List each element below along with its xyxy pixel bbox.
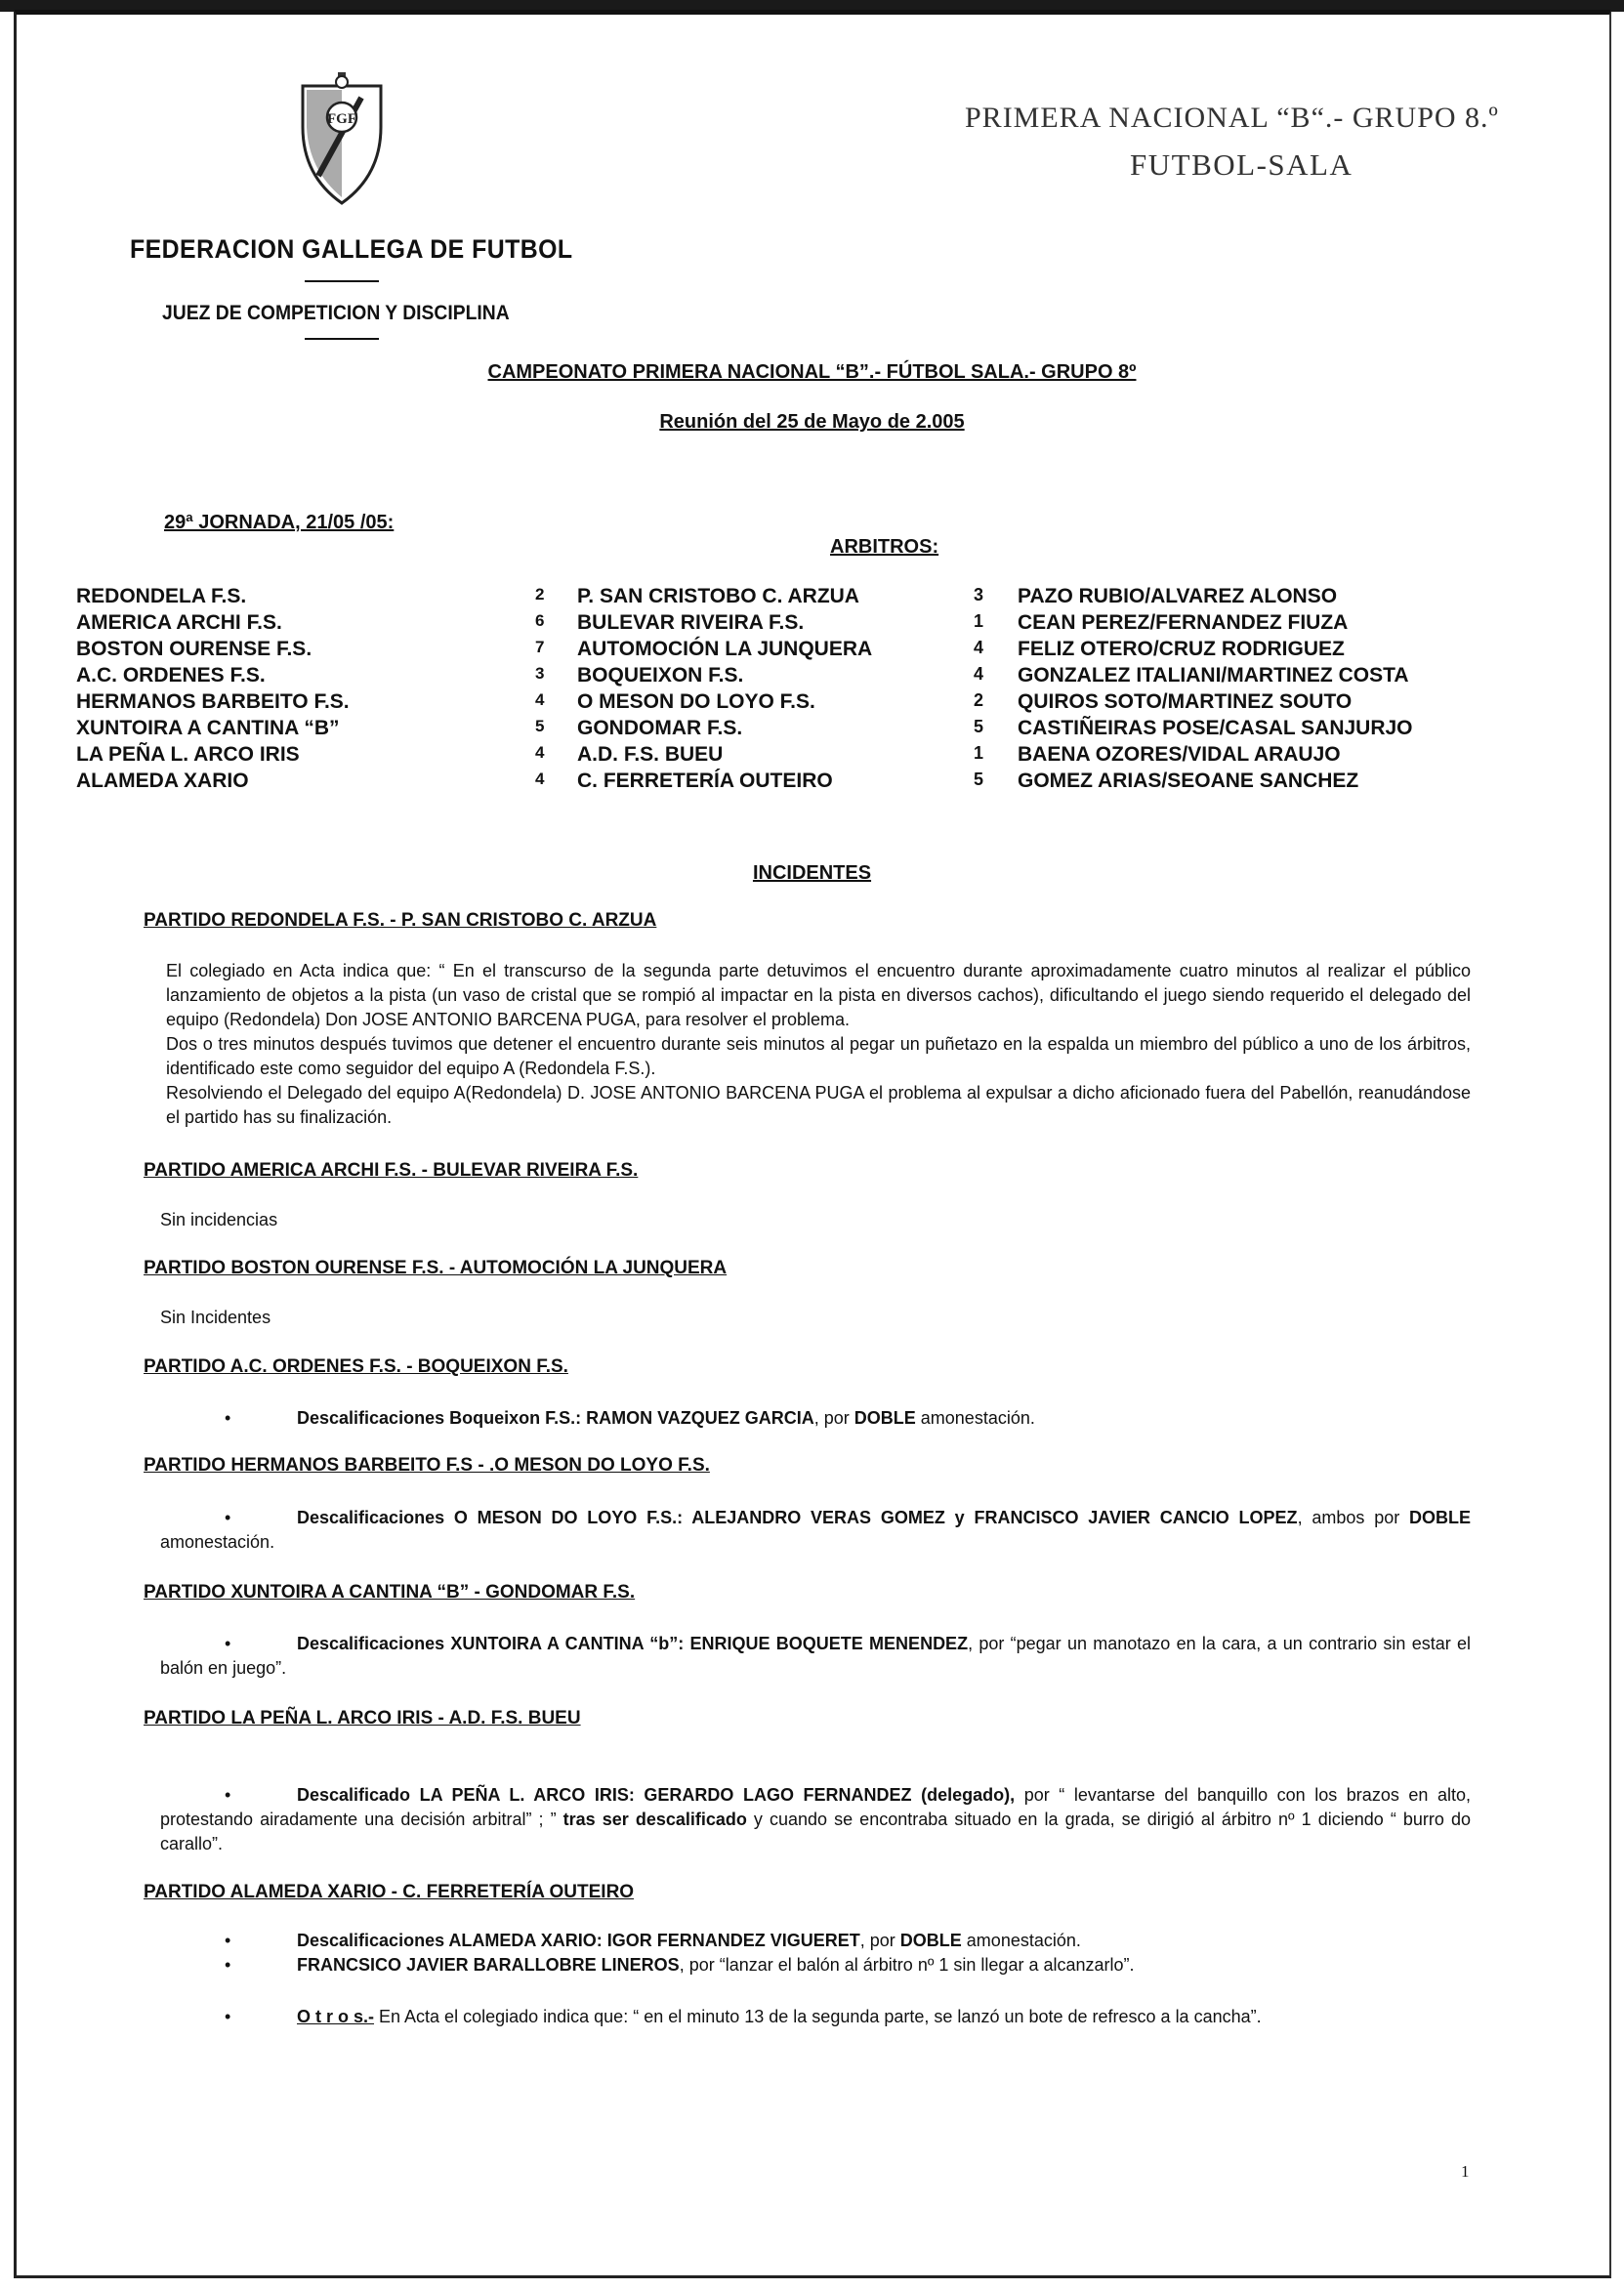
away-team: GONDOMAR F.S. (577, 717, 743, 739)
juez-subtitle: JUEZ DE COMPETICION Y DISCIPLINA (162, 302, 510, 324)
away-goals: 2 (974, 690, 984, 710)
away-team: AUTOMOCIÓN LA JUNQUERA (577, 638, 873, 660)
home-team: A.C. ORDENES F.S. (76, 664, 266, 687)
result-row (0, 585, 1624, 611)
paragraph: El colegiado en Acta indica que: “ En el transcurso de la segunda parte detuvimos el encuentro durante aproximadamente cuatro minutos al realizar el público lanzamiento de objetos a la pista (un vaso de cristal que se rompió al impactar en la pista en diversos cachos), dificultando el juego siendo requerido el delegado del equipo (Redondela) Don JOSE ANTONIO BARCENA PUGA, para resolver el problema. (166, 961, 1471, 1029)
header-right-line2: FUTBOL-SALA (1130, 147, 1353, 182)
jornada-heading: 29ª JORNADA, 21/05 /05: (164, 512, 395, 533)
referees: FELIZ OTERO/CRUZ RODRIGUEZ (1018, 638, 1345, 660)
bullet-icon: • (225, 1408, 231, 1428)
home-goals: 3 (535, 664, 545, 683)
bullet-text: Descalificaciones Boqueixon F.S.: RAMON VAZQUEZ GARCIA, por DOBLE amonestación. (297, 1408, 1035, 1428)
bullet-text: FRANCSICO JAVIER BARALLOBRE LINEROS, por “lanzar el balón al árbitro nº 1 sin llegar a alcanzarlo”. (297, 1955, 1135, 1975)
referees: PAZO RUBIO/ALVAREZ ALONSO (1018, 585, 1338, 607)
meeting-date: Reunión del 25 de Mayo de 2.005 (659, 411, 965, 433)
bullet-icon: • (225, 1634, 231, 1653)
home-goals: 5 (535, 717, 545, 735)
bullet-text: Descalificaciones O MESON DO LOYO F.S.: ALEJANDRO VERAS GOMEZ y FRANCISCO JAVIER CANCIO LOPEZ, ambos por DOBLE amonestación. (160, 1508, 1472, 1552)
section-title-boston: PARTIDO BOSTON OURENSE F.S. - AUTOMOCIÓN LA JUNQUERA (144, 1258, 728, 1278)
section-title-america: PARTIDO AMERICA ARCHI F.S. - BULEVAR RIVEIRA F.S. (144, 1160, 639, 1181)
arbitros-heading: ARBITROS: (830, 536, 939, 558)
away-goals: 4 (974, 664, 984, 684)
page-number: 1 (1461, 2162, 1470, 2181)
away-goals: 4 (974, 638, 984, 657)
incident-text (166, 959, 1471, 1130)
bullet-item (160, 2005, 1471, 2029)
referees: GOMEZ ARIAS/SEOANE SANCHEZ (1018, 770, 1359, 792)
bullet-item (160, 1632, 1471, 1681)
result-row (0, 638, 1624, 664)
bullet-text: Descalificaciones ALAMEDA XARIO: IGOR FERNANDEZ VIGUERET, por DOBLE amonestación. (297, 1931, 1081, 1950)
section-title-arco-iris: PARTIDO LA PEÑA L. ARCO IRIS - A.D. F.S. BUEU (144, 1708, 581, 1728)
result-row (0, 770, 1624, 796)
away-goals: 3 (974, 585, 984, 604)
home-goals: 6 (535, 611, 545, 630)
federation-name: FEDERACION GALLEGA DE FUTBOL (130, 234, 573, 264)
bullet-icon: • (225, 1785, 231, 1805)
paragraph: Resolviendo el Delegado del equipo A(Redondela) D. JOSE ANTONIO BARCENA PUGA el problema al expulsar a dicho aficionado fuera del Pabellón, reanudándose el partido has su finalización. (166, 1083, 1471, 1127)
section-title-barbeito: PARTIDO HERMANOS BARBEITO F.S - .O MESON DO LOYO F.S. (144, 1455, 710, 1476)
bullet-item (160, 1929, 1471, 1953)
result-row (0, 717, 1624, 743)
section-title-xuntoira: PARTIDO XUNTOIRA A CANTINA “B” - GONDOMAR F.S. (144, 1582, 636, 1603)
bullet-text: Descalificaciones XUNTOIRA A CANTINA “b”: ENRIQUE BOQUETE MENENDEZ, por “pegar un manotazo en la cara, a un contrario sin estar el balón en juego”. (160, 1634, 1471, 1678)
home-goals: 4 (535, 770, 545, 788)
crest-letters: FGF (327, 111, 356, 127)
home-team: HERMANOS BARBEITO F.S. (76, 690, 350, 713)
away-team: A.D. F.S. BUEU (577, 743, 724, 766)
referees: CASTIÑEIRAS POSE/CASAL SANJURJO (1018, 717, 1413, 739)
home-team: LA PEÑA L. ARCO IRIS (76, 743, 300, 766)
home-team: XUNTOIRA A CANTINA “B” (76, 717, 340, 739)
bullet-icon: • (225, 1508, 231, 1527)
home-team: REDONDELA F.S. (76, 585, 247, 607)
referees: GONZALEZ ITALIANI/MARTINEZ COSTA (1018, 664, 1409, 687)
bullet-icon: • (225, 1931, 231, 1950)
paragraph: Dos o tres minutos después tuvimos que detener el encuentro durante seis minutos al pegar un puñetazo en la espalda un miembro del público a uno de los árbitros, identificado este como seguidor del equipo A (Redondela F.S.). (166, 1034, 1471, 1078)
header-right-line1: PRIMERA NACIONAL “B“.- GRUPO 8.º (965, 102, 1499, 134)
bullet-item (160, 1506, 1471, 1555)
no-incidents-text: Sin incidencias (160, 1210, 278, 1229)
home-team: ALAMEDA XARIO (76, 770, 249, 792)
away-team: O MESON DO LOYO F.S. (577, 690, 815, 713)
home-goals: 4 (535, 743, 545, 762)
no-incidents-text: Sin Incidentes (160, 1308, 271, 1327)
bullet-icon: • (225, 1955, 231, 1975)
home-goals: 4 (535, 690, 545, 709)
result-row (0, 611, 1624, 638)
bullet-item (160, 1783, 1471, 1856)
referees: QUIROS SOTO/MARTINEZ SOUTO (1018, 690, 1353, 713)
away-team: BULEVAR RIVEIRA F.S. (577, 611, 805, 634)
bullet-text: O t r o s.- En Acta el colegiado indica que: “ en el minuto 13 de la segunda parte, se lanzó un bote de refresco a la cancha”. (297, 2007, 1262, 2026)
section-title-alameda: PARTIDO ALAMEDA XARIO - C. FERRETERÍA OUTEIRO (144, 1882, 635, 1902)
away-goals: 5 (974, 717, 984, 736)
away-team: BOQUEIXON F.S. (577, 664, 744, 687)
bullet-text: Descalificado LA PEÑA L. ARCO IRIS: GERARDO LAGO FERNANDEZ (delegado), por “ levantarse del banquillo con los brazos en alto, protestando airadamente una decisión arbitral” ; ” tras ser descalificado y cuando se encontraba situado en la grada, se dirigió al árbitro nº 1 diciendo “ burro do carallo”. (160, 1785, 1471, 1853)
section-title-redondela: PARTIDO REDONDELA F.S. - P. SAN CRISTOBO C. ARZUA (144, 910, 657, 931)
away-goals: 1 (974, 743, 984, 763)
federation-crest-icon (299, 68, 385, 205)
section-title-ordenes: PARTIDO A.C. ORDENES F.S. - BOQUEIXON F.S. (144, 1356, 568, 1377)
away-team: P. SAN CRISTOBO C. ARZUA (577, 585, 859, 607)
referees: CEAN PEREZ/FERNANDEZ FIUZA (1018, 611, 1349, 634)
home-team: AMERICA ARCHI F.S. (76, 611, 282, 634)
bullet-item (160, 1953, 1471, 1978)
home-goals: 2 (535, 585, 545, 604)
championship-title: CAMPEONATO PRIMERA NACIONAL “B”.- FÚTBOL SALA.- GRUPO 8º (487, 361, 1137, 383)
divider (305, 280, 379, 282)
incidentes-heading: INCIDENTES (752, 862, 872, 884)
away-goals: 1 (974, 611, 984, 631)
divider (305, 338, 379, 340)
away-team: C. FERRETERÍA OUTEIRO (577, 770, 833, 792)
home-team: BOSTON OURENSE F.S. (76, 638, 312, 660)
bullet-item (160, 1406, 1471, 1431)
referees: BAENA OZORES/VIDAL ARAUJO (1018, 743, 1341, 766)
away-goals: 5 (974, 770, 984, 789)
result-row (0, 743, 1624, 770)
result-row (0, 664, 1624, 690)
result-row (0, 690, 1624, 717)
bullet-icon: • (225, 2007, 231, 2026)
home-goals: 7 (535, 638, 545, 656)
